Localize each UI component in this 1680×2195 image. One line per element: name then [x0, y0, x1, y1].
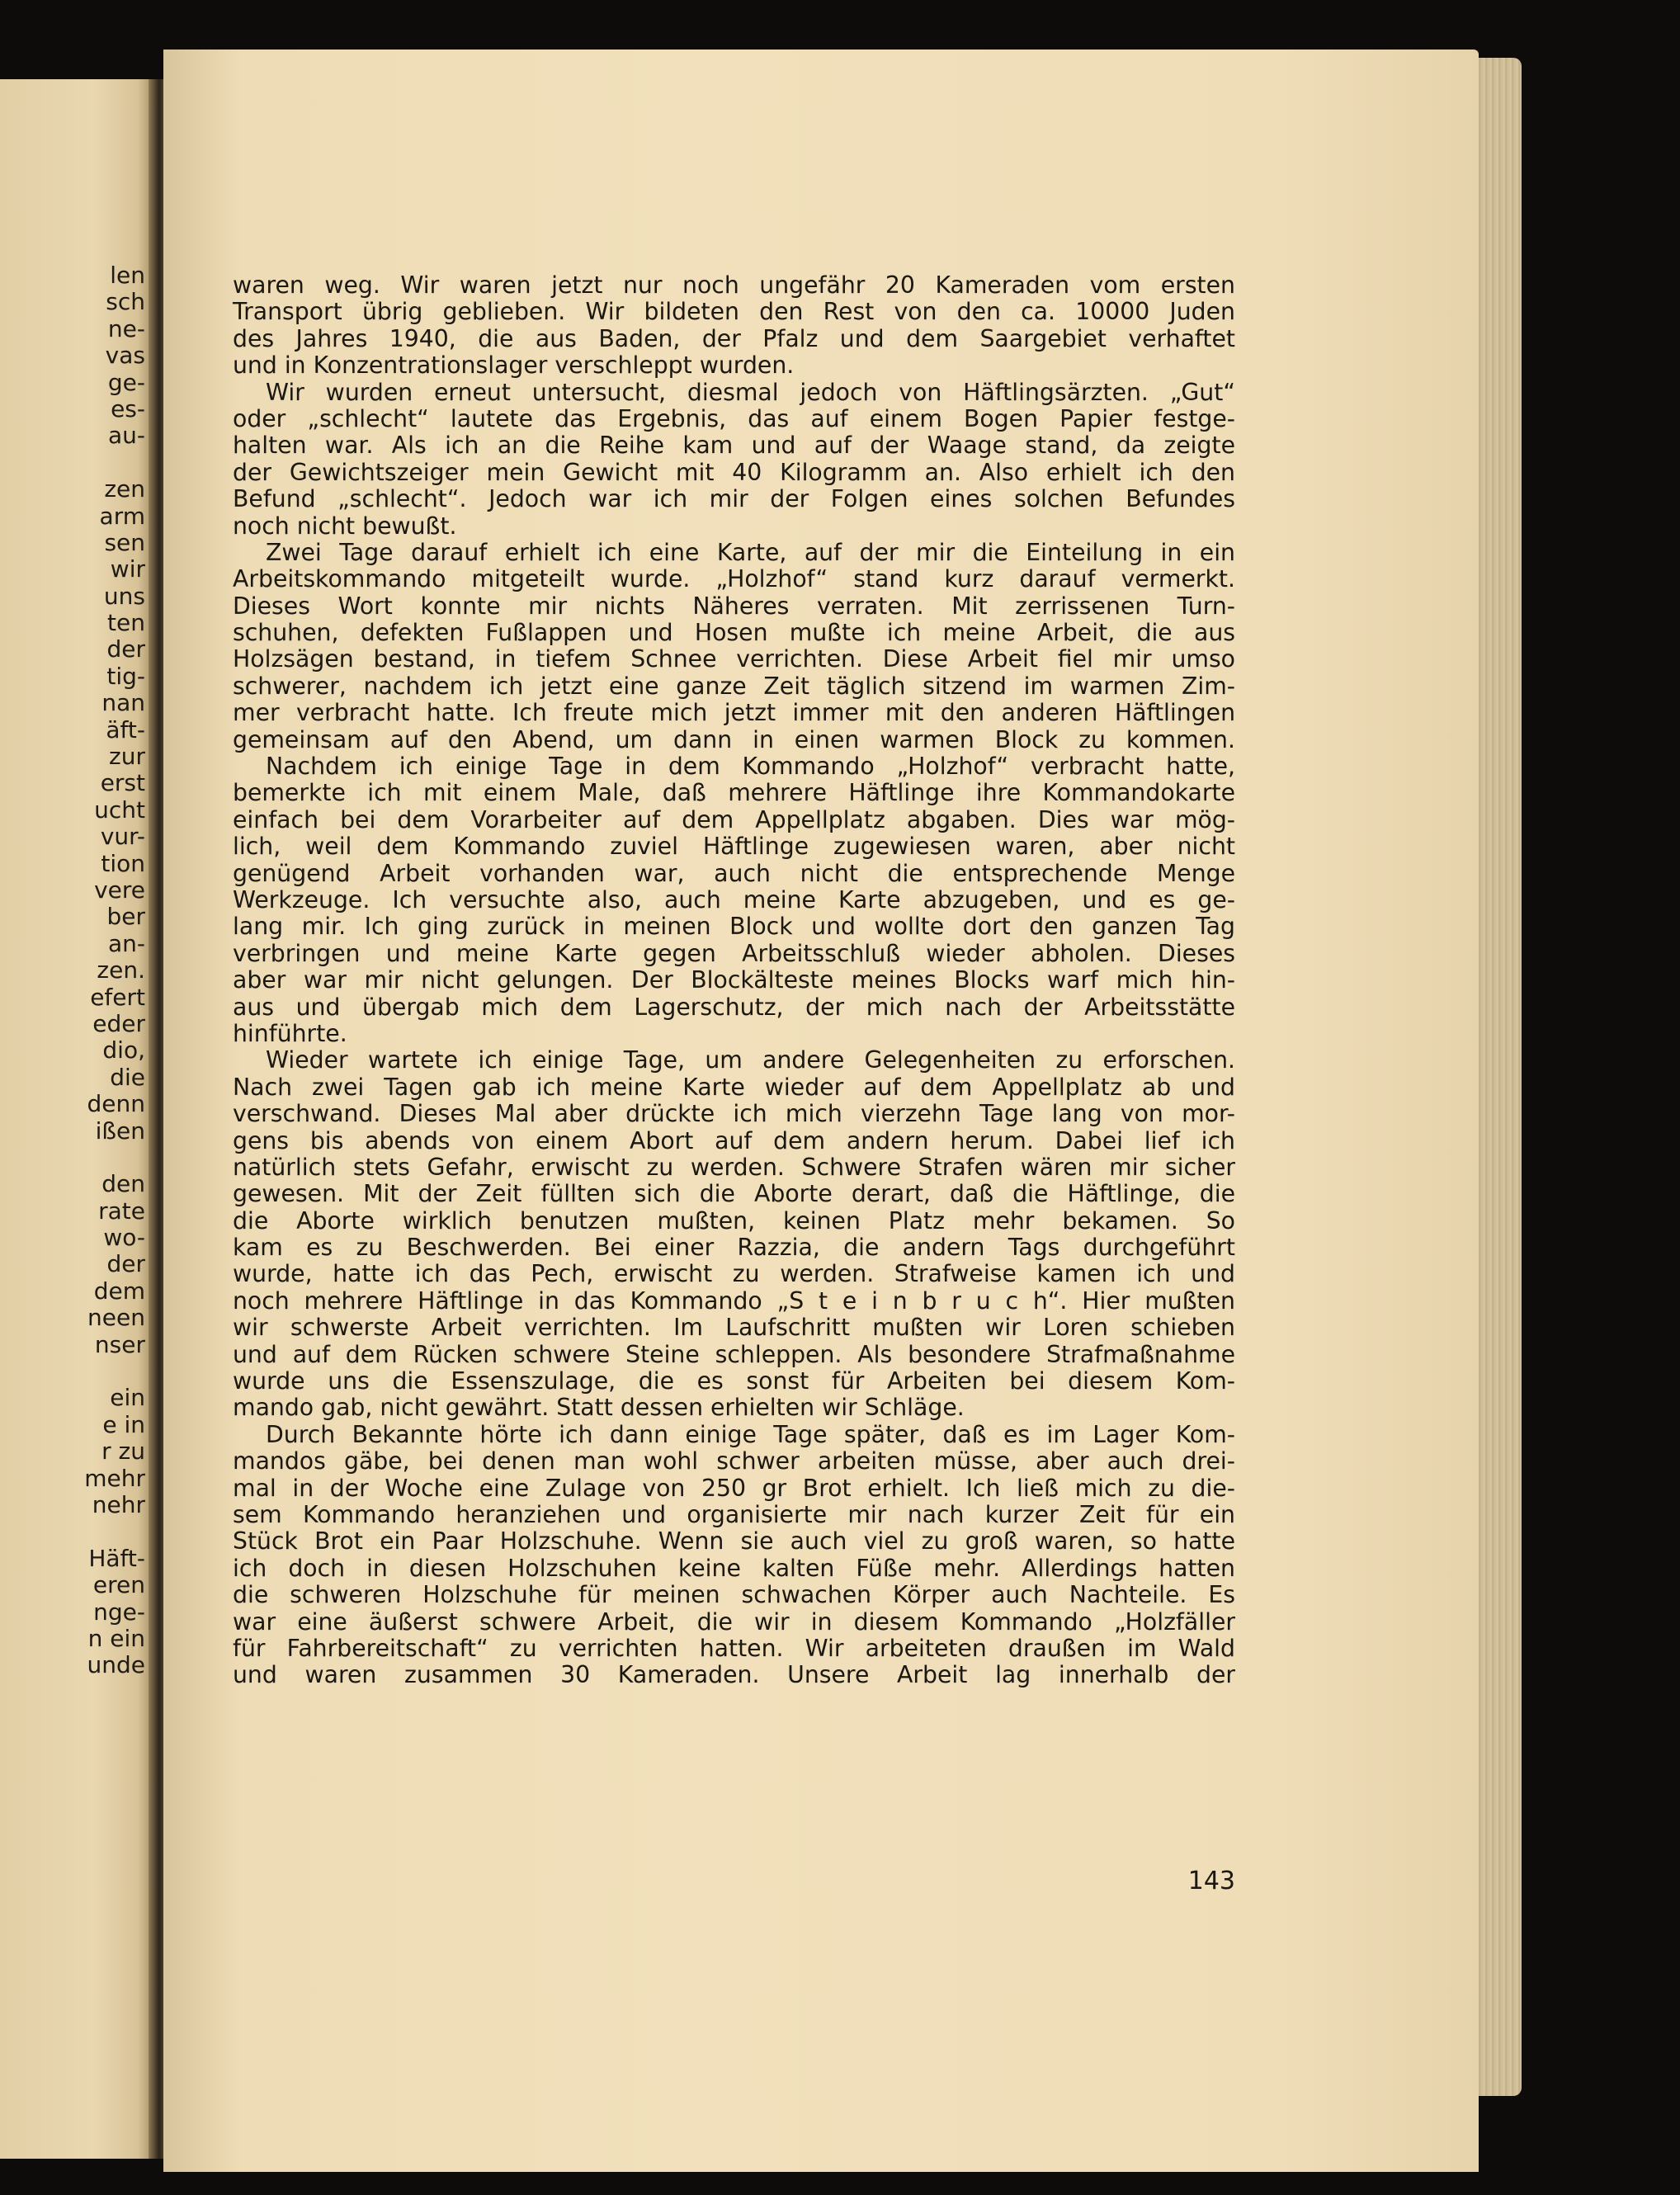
left-fragment-line: vur- [100, 824, 145, 851]
text-line: schuhen, defekten Fußlappen und Hosen mußte ich meine Arbeit, die aus [233, 619, 1235, 647]
text-line: und waren zusammen 30 Kameraden. Unsere Arbeit lag innerhalb der [233, 1661, 1235, 1689]
page-number: 143 [1187, 1867, 1235, 1895]
text-line: lang mir. Ich ging zurück in meinen Block und wollte dort den ganzen Tag [233, 913, 1235, 941]
text-line: Zwei Tage darauf erhielt ich eine Karte, auf der mir die Einteilung in ein [266, 538, 1235, 566]
left-fragment-line: dem [93, 1277, 145, 1305]
text-line: Dieses Wort konnte mir nichts Näheres verraten. Mit zerrissenen Turn- [233, 592, 1235, 620]
text-line: oder „schlecht“ lautete das Ergebnis, das auf einem Bogen Papier festge- [233, 404, 1235, 432]
text-line: noch nicht bewußt. [233, 512, 457, 540]
left-fragment-line: vere [94, 876, 145, 904]
text-line: Befund „schlecht“. Jedoch war ich mir der Folgen eines solchen Befundes [233, 485, 1235, 513]
text-line: der Gewichtszeiger mein Gewicht mit 40 Kilogramm an. Also erhielt ich den [233, 458, 1235, 486]
text-line: mer verbracht hatte. Ich freute mich jetzt immer mit den anderen Häftlingen [233, 699, 1235, 727]
left-fragment-line: sen [104, 529, 145, 556]
text-line: gemeinsam auf den Abend, um dann in einen warmen Block zu kommen. [233, 725, 1235, 753]
text-line: Wieder wartete ich einige Tage, um andere Gelegenheiten zu erforschen. [266, 1046, 1235, 1074]
left-fragment-line: den [101, 1171, 145, 1198]
text-line: Stück Brot ein Paar Holzschuhe. Wenn sie auch viel zu groß waren, so hatte [233, 1527, 1235, 1555]
text-line: war eine äußerst schwere Arbeit, die wir in diesem Kommando „Holzfäller [233, 1607, 1235, 1636]
left-fragment-line: ge- [107, 369, 145, 396]
text-line: mandos gäbe, bei denen man wohl schwer arbeiten müsse, aber auch drei- [233, 1447, 1235, 1475]
text-line: verschwand. Dieses Mal aber drückte ich mich vierzehn Tage lang von mor- [233, 1100, 1235, 1128]
left-fragment-line: ucht [94, 796, 145, 824]
left-fragment-line: nser [94, 1331, 145, 1358]
text-line: verbringen und meine Karte gegen Arbeitsschluß wieder abholen. Dieses [233, 939, 1235, 967]
left-fragment-line: tig- [106, 663, 145, 690]
left-fragment-line: äft- [106, 716, 145, 743]
left-fragment-line: eren [92, 1572, 145, 1599]
text-line: Holzsägen bestand, in tiefem Schnee verrichten. Diese Arbeit fiel mir umso [233, 645, 1235, 673]
left-fragment-line: ne- [107, 315, 145, 342]
text-line: einfach bei dem Vorarbeiter auf dem Appellplatz abgaben. Dies war mög- [233, 805, 1235, 833]
text-line: Wir wurden erneut untersucht, diesmal jedoch von Häftlingsärzten. „Gut“ [266, 378, 1235, 406]
left-fragment-line: ber [106, 904, 145, 931]
left-fragment-line: len [110, 262, 145, 289]
text-line: für Fahrbereitschaft“ zu verrichten hatten. Wir arbeiteten draußen im Wald [233, 1634, 1235, 1662]
text-line: Nachdem ich einige Tage in dem Kommando „Holzhof“ verbracht hatte, [266, 753, 1235, 781]
text-line: ich doch in diesen Holzschuhen keine kalten Füße mehr. Allerdings hatten [233, 1554, 1235, 1582]
body-text [233, 272, 1235, 1689]
left-fragment-line [0, 450, 145, 476]
text-line: lich, weil dem Kommando zuviel Häftlinge zugewiesen waren, aber nicht [233, 833, 1235, 861]
left-fragment-line: uns [103, 583, 145, 610]
left-fragment-line: zen [104, 476, 145, 503]
text-line: hinführte. [233, 1019, 347, 1047]
left-fragment-line: zur [109, 743, 145, 771]
left-fragment-line: an- [107, 930, 145, 957]
left-fragment-line: der [106, 1251, 145, 1278]
text-line: sem Kommando heranziehen und organisierte mir nach kurzer Zeit für ein [233, 1500, 1235, 1528]
left-fragment-line: nan [101, 690, 145, 717]
text-line: Durch Bekannte hörte ich dann einige Tage später, daß es im Lager Kom- [266, 1420, 1235, 1448]
left-fragment-line: mehr [84, 1465, 145, 1492]
left-fragment-line [0, 1145, 145, 1171]
text-line: aus und übergab mich dem Lagerschutz, der mich nach der Arbeitsstätte [233, 993, 1235, 1021]
text-line: die schweren Holzschuhe für meinen schwachen Körper auch Nachteile. Es [233, 1581, 1235, 1609]
text-line: kam es zu Beschwerden. Bei einer Razzia, die andern Tags durchgeführt [233, 1234, 1235, 1262]
text-line: Transport übrig geblieben. Wir bildeten den Rest von den ca. 10000 Juden [233, 298, 1235, 326]
left-page [0, 79, 157, 2159]
left-fragment-line: vas [105, 342, 145, 370]
left-fragment-line: nge- [93, 1598, 145, 1626]
text-line: Nach zwei Tagen gab ich meine Karte wieder auf dem Appellplatz ab und [233, 1073, 1235, 1101]
text-line: und auf dem Rücken schwere Steine schleppen. Als besondere Strafmaßnahme [233, 1340, 1235, 1368]
text-line: wurde, hatte ich das Pech, erwischt zu werden. Strafweise kamen ich und [233, 1260, 1235, 1288]
text-line: Werkzeuge. Ich versuchte also, auch meine Karte abzugeben, und es ge- [233, 885, 1235, 913]
left-fragment-line: efert [90, 984, 145, 1011]
text-line: natürlich stets Gefahr, erwischt zu werden. Schwere Strafen wären mir sicher [233, 1153, 1235, 1181]
text-line: und in Konzentrationslager verschleppt wurden. [233, 352, 795, 380]
left-fragment-line: die [110, 1064, 145, 1091]
left-fragment-line: arm [99, 503, 145, 530]
left-fragment-line: es- [111, 395, 145, 422]
left-fragment-line: der [106, 636, 145, 663]
left-fragment-line: tion [101, 850, 145, 877]
left-page-text [0, 262, 145, 1679]
left-fragment-line: dio, [102, 1037, 145, 1064]
left-fragment-line: Häft- [88, 1545, 145, 1572]
text-line: gewesen. Mit der Zeit füllten sich die Aborte derart, daß die Häftlinge, die [233, 1180, 1235, 1208]
left-fragment-line: wir [110, 556, 145, 583]
left-fragment-line [0, 1358, 145, 1385]
left-fragment-line: ten [107, 610, 145, 637]
left-fragment-line: n ein [87, 1625, 145, 1652]
text-line: bemerkte ich mit einem Male, daß mehrere Häftlinge ihre Kommandokarte [233, 779, 1235, 807]
text-line: wurde uns die Essenszulage, die es sonst für Arbeiten bei diesem Kom- [233, 1367, 1235, 1395]
text-line: halten war. Als ich an die Reihe kam und auf der Waage stand, da zeigte [233, 432, 1235, 460]
text-line: wir schwerste Arbeit verrichten. Im Laufschritt mußten wir Loren schieben [233, 1314, 1235, 1342]
text-line: genügend Arbeit vorhanden war, auch nicht die entsprechende Menge [233, 859, 1235, 887]
left-fragment-line: ein [110, 1385, 145, 1412]
text-line: aber war mir nicht gelungen. Der Blockälteste meines Blocks warf mich hin- [233, 966, 1235, 994]
left-fragment-line: nehr [92, 1491, 145, 1518]
left-fragment-line: sch [106, 289, 145, 316]
text-line: des Jahres 1940, die aus Baden, der Pfalz und dem Saargebiet verhaftet [233, 324, 1235, 352]
text-line: Arbeitskommando mitgeteilt wurde. „Holzhof“ stand kurz darauf vermerkt. [233, 565, 1235, 593]
left-fragment-line: denn [87, 1091, 145, 1118]
text-line: noch mehrere Häftlinge in das Kommando „S t e i n b r u c h“. Hier mußten [233, 1286, 1235, 1315]
text-line: waren weg. Wir waren jetzt nur noch ungefähr 20 Kameraden vom ersten [233, 271, 1235, 299]
left-fragment-line: ißen [95, 1117, 145, 1145]
left-fragment-line: eder [92, 1010, 145, 1037]
text-line: mando gab, nicht gewährt. Statt dessen erhielten wir Schläge. [233, 1394, 965, 1422]
left-fragment-line: wo- [103, 1225, 145, 1252]
left-fragment-line: e in [102, 1411, 145, 1438]
left-fragment-line [0, 1518, 145, 1545]
left-fragment-line: rate [98, 1197, 145, 1225]
text-line: die Aborte wirklich benutzen mußten, keinen Platz mehr bekamen. So [233, 1206, 1235, 1234]
left-fragment-line: unde [87, 1652, 145, 1679]
left-fragment-line: neen [87, 1305, 145, 1332]
left-fragment-line: zen. [97, 957, 145, 984]
left-fragment-line: au- [107, 422, 145, 450]
left-fragment-line: erst [100, 770, 145, 797]
left-fragment-line: r zu [101, 1438, 145, 1466]
text-line: gens bis abends von einem Abort auf dem andern herum. Dabei lief ich [233, 1126, 1235, 1154]
text-line: schwerer, nachdem ich jetzt eine ganze Zeit täglich sitzend im warmen Zim- [233, 672, 1235, 700]
text-line: mal in der Woche eine Zulage von 250 gr Brot erhielt. Ich ließ mich zu die- [233, 1474, 1235, 1502]
